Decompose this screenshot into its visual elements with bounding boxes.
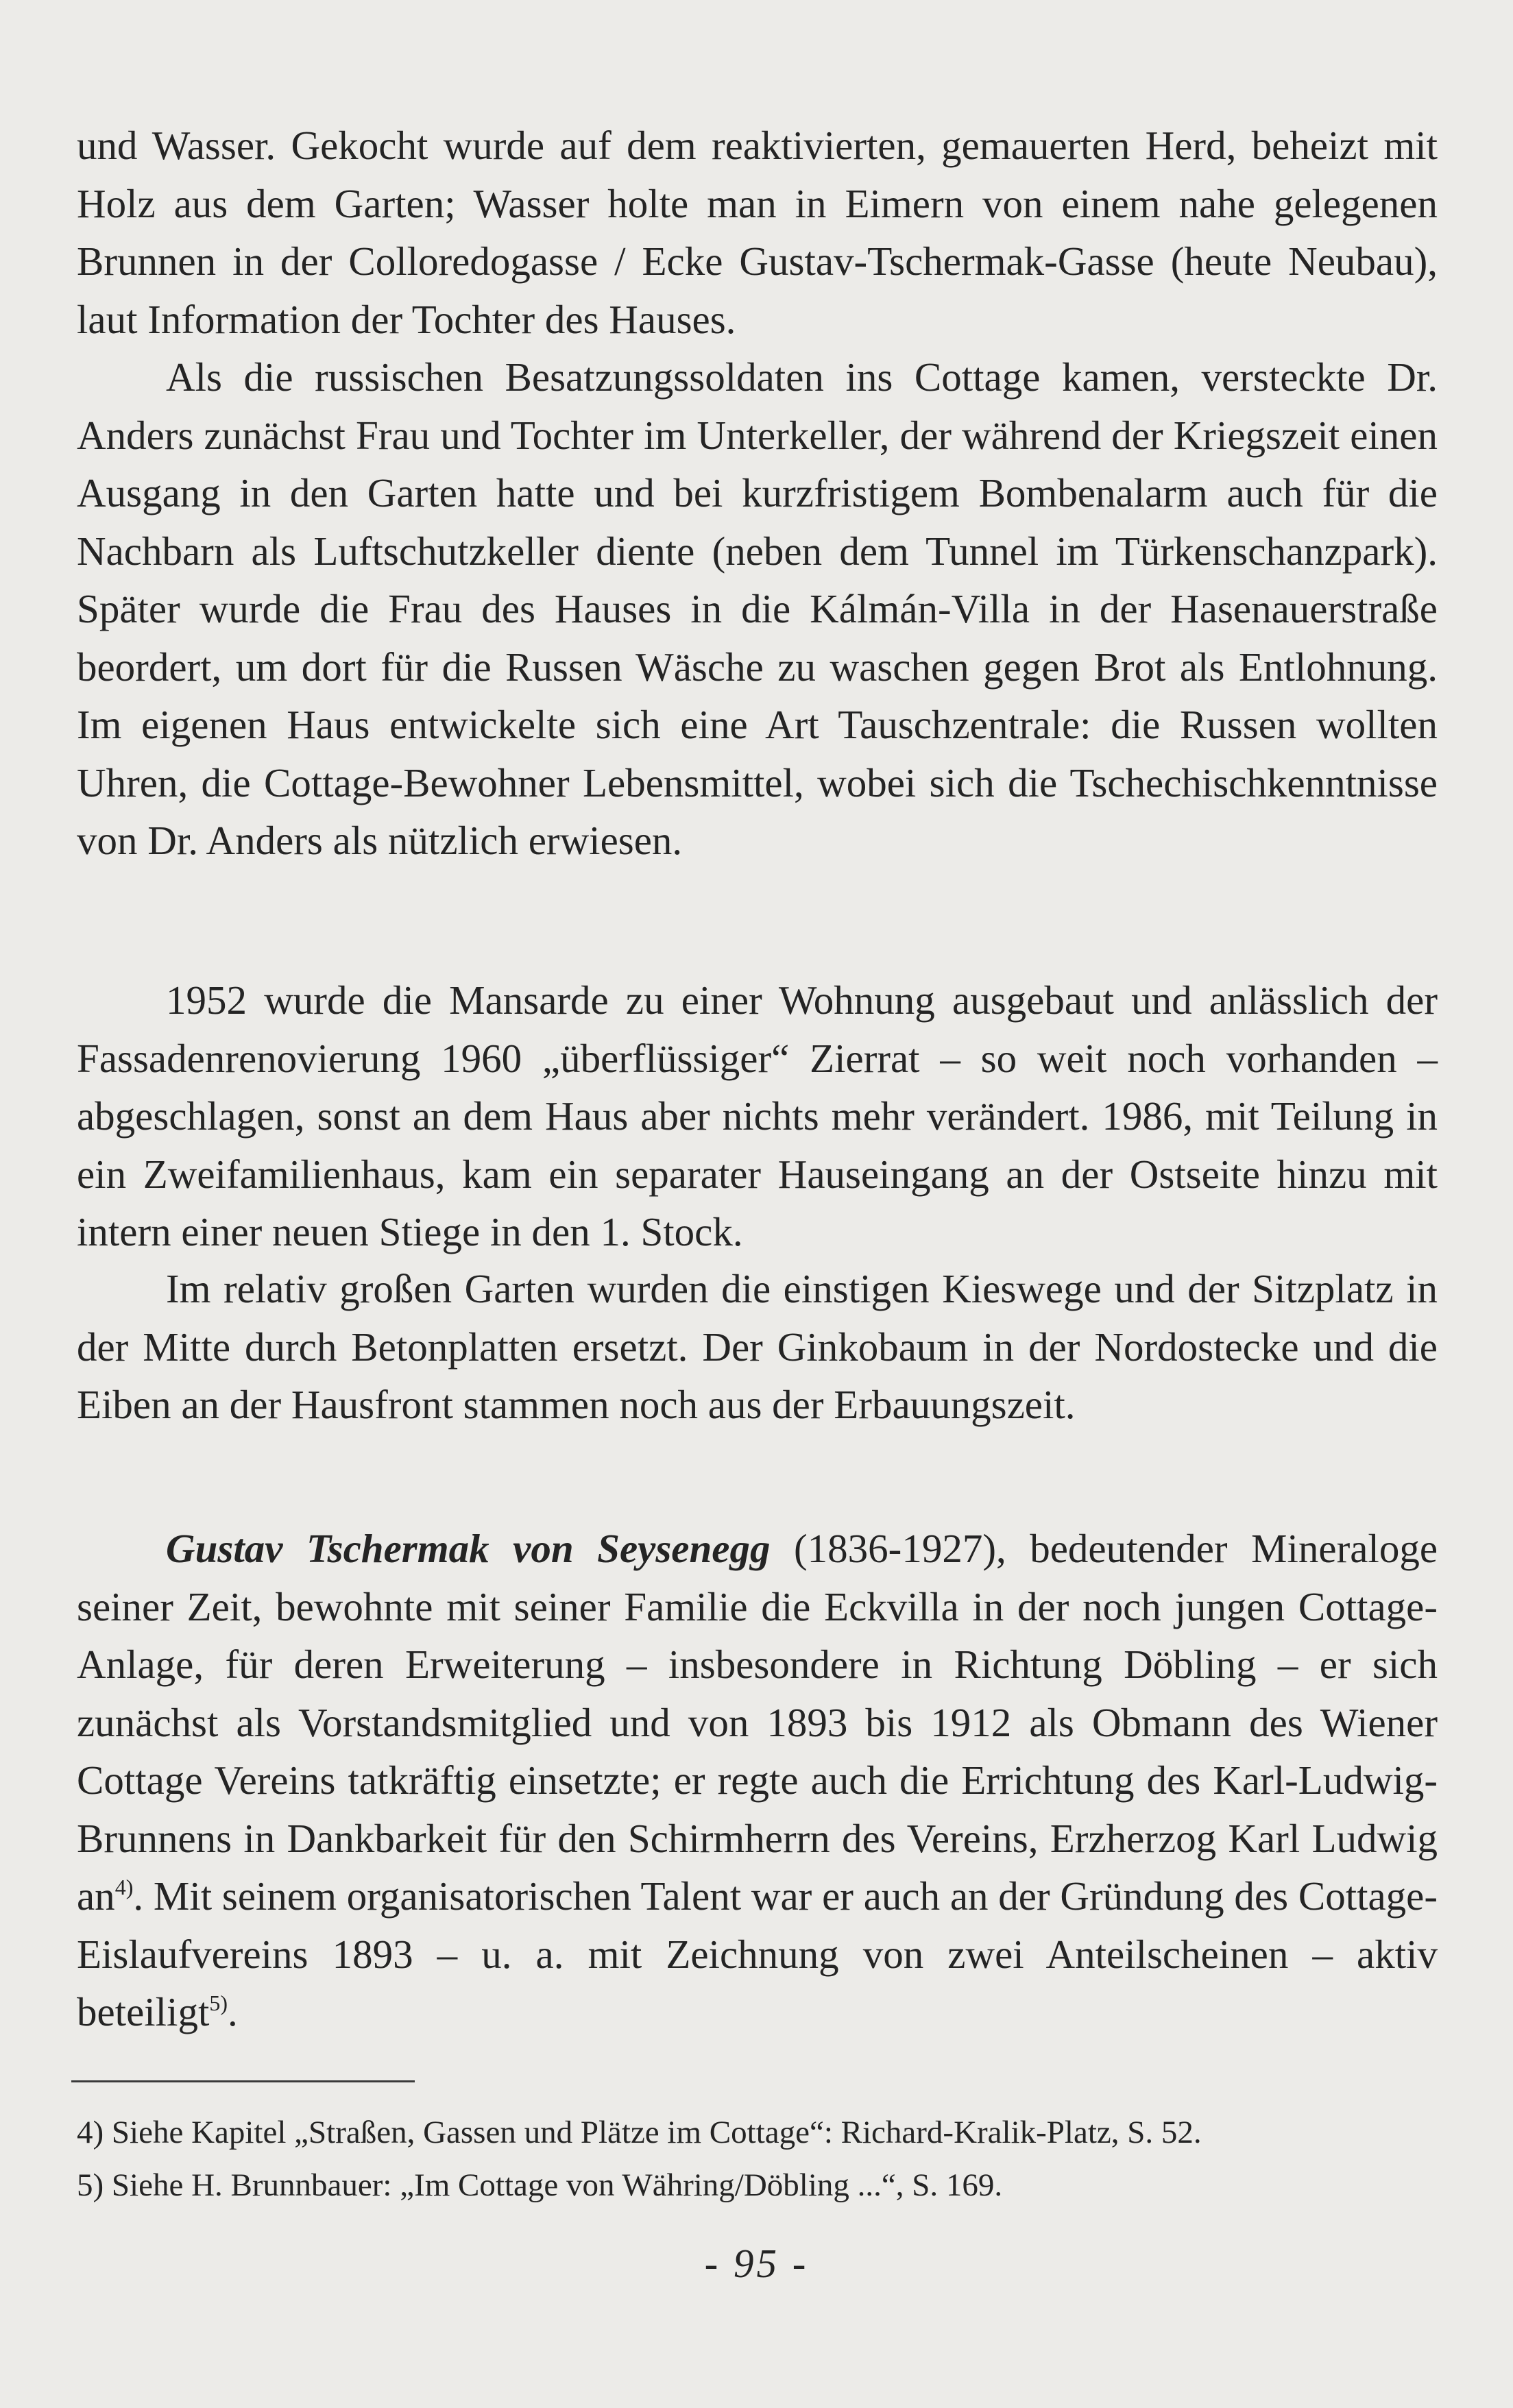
footnote-reference: 5) — [209, 1991, 228, 2015]
paragraph-garden: Im relativ großen Garten wurden die einstigen Kieswege und der Sitzplatz in der Mitte durch Betonplatten ersetzt. Der Ginkobaum in der Nordostecke und die Eiben an der Hausfront stammen noch aus der Erbauungszeit. — [77, 1266, 1438, 1427]
paragraph-text-part: (1836-1927), bedeutender Mineraloge seiner Zeit, bewohnte mit seiner Familie die Eckvilla in der noch jungen Cottage-Anlage, für deren Erweiterung – insbesondere in Richtung Döbling – er sich zunächst als Vorstandsmitglied und von 1893 bis 1912 als Obmann des Wiener Cottage Vereins tatkräftig einsetzte; er regte auch die Errichtung des Karl-Ludwig-Brunnens in Dankbarkeit für den Schirmherrn des Vereins, Erzherzog Karl Ludwig an — [77, 1526, 1438, 1919]
footnote-5: 5) Siehe H. Brunnbauer: „Im Cottage von Währing/Döbling ...“, S. 169. — [77, 2167, 1003, 2203]
person-name: Gustav Tschermak von Seysenegg — [166, 1526, 771, 1571]
paragraph-russian-soldiers: Als die russischen Besatzungssoldaten ins Cottage kamen, versteckte Dr. Anders zunächst Frau und Tochter im Unterkeller, der während der Kriegszeit einen Ausgang in den Garten hatte und bei kurzfristigem Bombenalarm auch für die Nachbarn als Luftschutzkeller diente (neben dem Tunnel im Türkenschanzpark). Später wurde die Frau des Hauses in die Kálmán-Villa in der Hasenauerstraße beordert, um dort für die Russen Wäsche zu waschen gegen Brot als Entlohnung. Im eigenen Haus entwickelte sich eine Art Tauschzentrale: die Russen wollten Uhren, die Cottage-Bewohner Lebensmittel, wobei sich die Tschechischkenntnisse von Dr. Anders als nützlich erwiesen. — [77, 354, 1438, 863]
paragraph-text-part: . Mit seinem organisatorischen Talent war er auch an der Gründung des Cottage-Eislaufvereins 1893 – u. a. mit Zeichnung von zwei Anteilscheinen – aktiv beteiligt — [77, 1873, 1438, 2034]
paragraph-renovation: 1952 wurde die Mansarde zu einer Wohnung ausgebaut und anlässlich der Fassadenrenovierung 1960 „überflüssiger“ Zierrat – so weit noch vorhanden – abgeschlagen, sonst an dem Haus aber nichts mehr verändert. 1986, mit Teilung in ein Zweifamilienhaus, kam ein separater Hauseingang an der Ostseite hinzu mit intern einer neuen Stiege in den 1. Stock. — [77, 977, 1438, 1254]
paragraph-water-supply: und Wasser. Gekocht wurde auf dem reaktivierten, gemauerten Herd, beheizt mit Holz aus dem Garten; Wasser holte man in Eimern von einem nahe gelegenen Brunnen in der Colloredogasse / Ecke Gustav-Tschermak-Gasse (heute Neubau), laut Information der Tochter des Hauses. — [77, 123, 1438, 342]
footnote-4: 4) Siehe Kapitel „Straßen, Gassen und Plätze im Cottage“: Richard-Kralik-Platz, S. 52. — [77, 2115, 1202, 2150]
footnote-divider — [71, 2080, 415, 2082]
paragraph-tschermak — [77, 1520, 1438, 2041]
footnote-reference: 4) — [114, 1875, 134, 1899]
page-number: - 95 - — [704, 2241, 809, 2286]
paragraph-text-part: . — [228, 1989, 238, 2034]
